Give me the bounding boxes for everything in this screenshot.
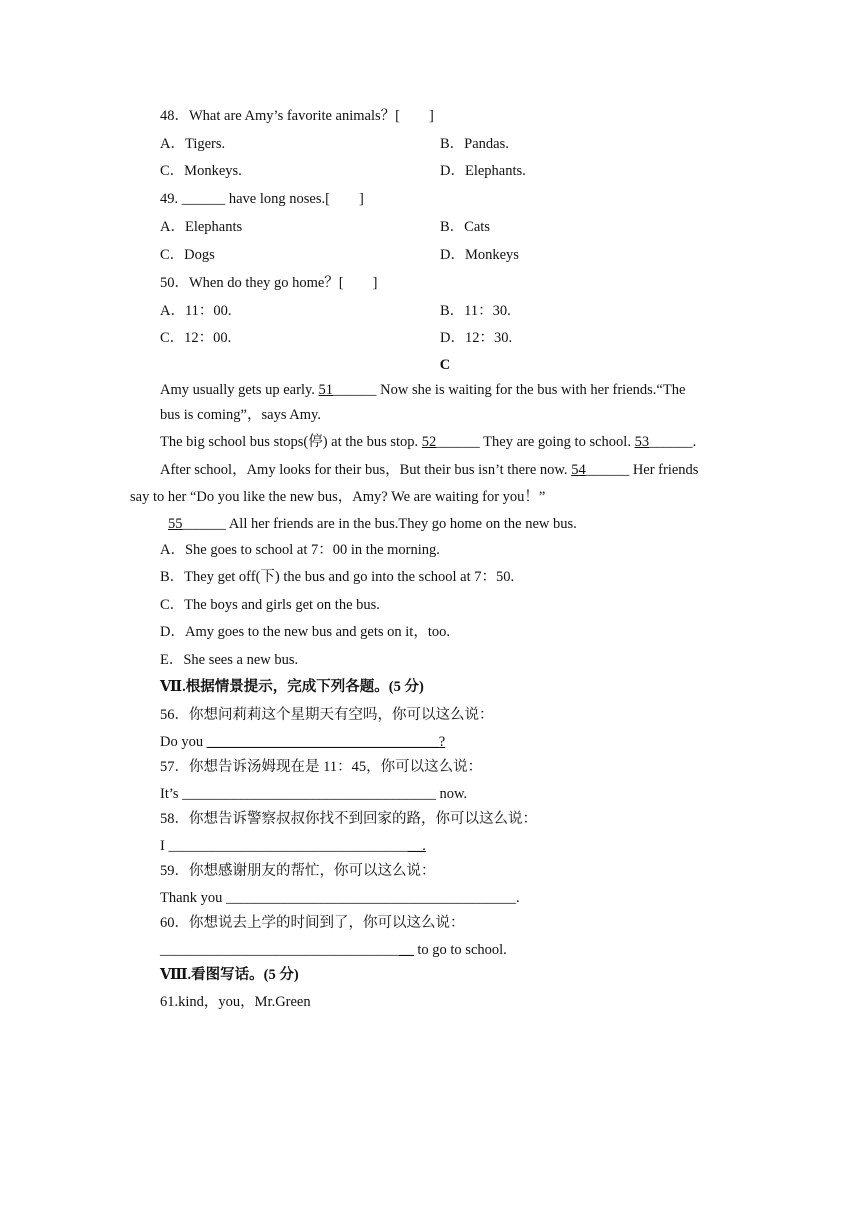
question-60: 60．你想说去上学的时间到了，你可以这么说： — [160, 915, 465, 931]
q50-option-a: A．11：00. — [160, 303, 232, 319]
answer-blank-60-tail: __ — [399, 942, 414, 958]
answer-58 — [160, 837, 426, 855]
passage-text: ______ They are going to school. — [436, 434, 635, 450]
section-7-heading: Ⅶ.根据情景提示，完成下列各题。(5 分) — [160, 679, 424, 695]
section-c-heading: C — [439, 357, 451, 373]
option-a: A．She goes to school at 7：00 in the morning. — [160, 542, 440, 558]
q50-option-c: C．12：00. — [160, 330, 232, 346]
answer-blank-58: __. — [407, 838, 426, 854]
question-58: 58．你想告诉警察叔叔你找不到回家的路，你可以这么说： — [160, 811, 537, 827]
q49-option-a: A．Elephants — [160, 219, 243, 235]
passage-line-6 — [168, 515, 577, 533]
passage-text: ______ Now she is waiting for the bus with her friends.“The — [333, 382, 686, 398]
passage-line-1 — [160, 381, 685, 399]
passage-line-3 — [160, 433, 696, 451]
question-48: 48．What are Amy’s favorite animals？[ ] — [160, 108, 434, 124]
answer-blank-60: _________________________________ — [160, 942, 400, 958]
q50-option-d: D．12：30. — [440, 330, 513, 346]
option-b: B．They get off(下) the bus and go into the school at 7：50. — [160, 569, 515, 585]
blank-51: 51 — [318, 382, 334, 398]
passage-line-2: bus is coming”，says Amy. — [160, 407, 321, 423]
option-c: C．The boys and girls get on the bus. — [160, 597, 380, 613]
passage-text: Amy usually gets up early. — [160, 382, 319, 398]
question-56: 56．你想问莉莉这个星期天有空吗，你可以这么说： — [160, 707, 494, 723]
option-d: D．Amy goes to the new bus and gets on it，too. — [160, 624, 450, 640]
blank-52: 52 — [421, 434, 437, 450]
q48-option-d: D．Elephants. — [440, 163, 526, 179]
option-e: E．She sees a new bus. — [160, 652, 299, 668]
answer-56 — [160, 733, 445, 751]
section-8-heading: Ⅷ.看图写话。(5 分) — [160, 967, 299, 983]
answer-text: I _________________________________ — [160, 838, 408, 854]
passage-line-4 — [160, 461, 698, 479]
passage-text: After school，Amy looks for their bus，But their bus isn’t there now. — [160, 462, 572, 478]
question-50: 50．When do they go home？[ ] — [160, 275, 378, 291]
q49-option-b: B．Cats — [440, 219, 490, 235]
answer-blank-56: ________________________________? — [206, 734, 446, 750]
answer-59: Thank you ________________________________________. — [160, 890, 520, 906]
passage-line-5: say to her “Do you like the new bus，Amy? We are waiting for you！” — [130, 489, 546, 505]
question-49: 49. ______ have long noses.[ ] — [160, 191, 364, 207]
q50-option-b: B．11：30. — [440, 303, 511, 319]
passage-text: The big school bus stops(停) at the bus stop. — [160, 434, 422, 450]
passage-text: ______ Her friends — [585, 462, 699, 478]
passage-text: ______ All her friends are in the bus.They go home on the new bus. — [182, 516, 577, 532]
passage-text: ______. — [649, 434, 697, 450]
q49-option-d: D．Monkeys — [440, 247, 519, 263]
answer-57: It’s ___________________________________ now. — [160, 786, 468, 802]
blank-55: 55 — [168, 516, 183, 532]
question-59: 59．你想感谢朋友的帮忙，你可以这么说： — [160, 863, 436, 879]
q49-option-c: C．Dogs — [160, 247, 215, 263]
q48-option-a: A．Tigers. — [160, 136, 226, 152]
blank-54: 54 — [571, 462, 586, 478]
blank-53: 53 — [634, 434, 650, 450]
answer-text: to go to school. — [413, 942, 507, 958]
q48-option-b: B．Pandas. — [440, 136, 509, 152]
answer-text: Do you — [160, 734, 207, 750]
q48-option-c: C．Monkeys. — [160, 163, 242, 179]
question-61: 61.kind，you，Mr.Green — [160, 994, 311, 1010]
question-57: 57．你想告诉汤姆现在是 11：45，你可以这么说： — [160, 759, 483, 775]
answer-60 — [160, 941, 507, 959]
